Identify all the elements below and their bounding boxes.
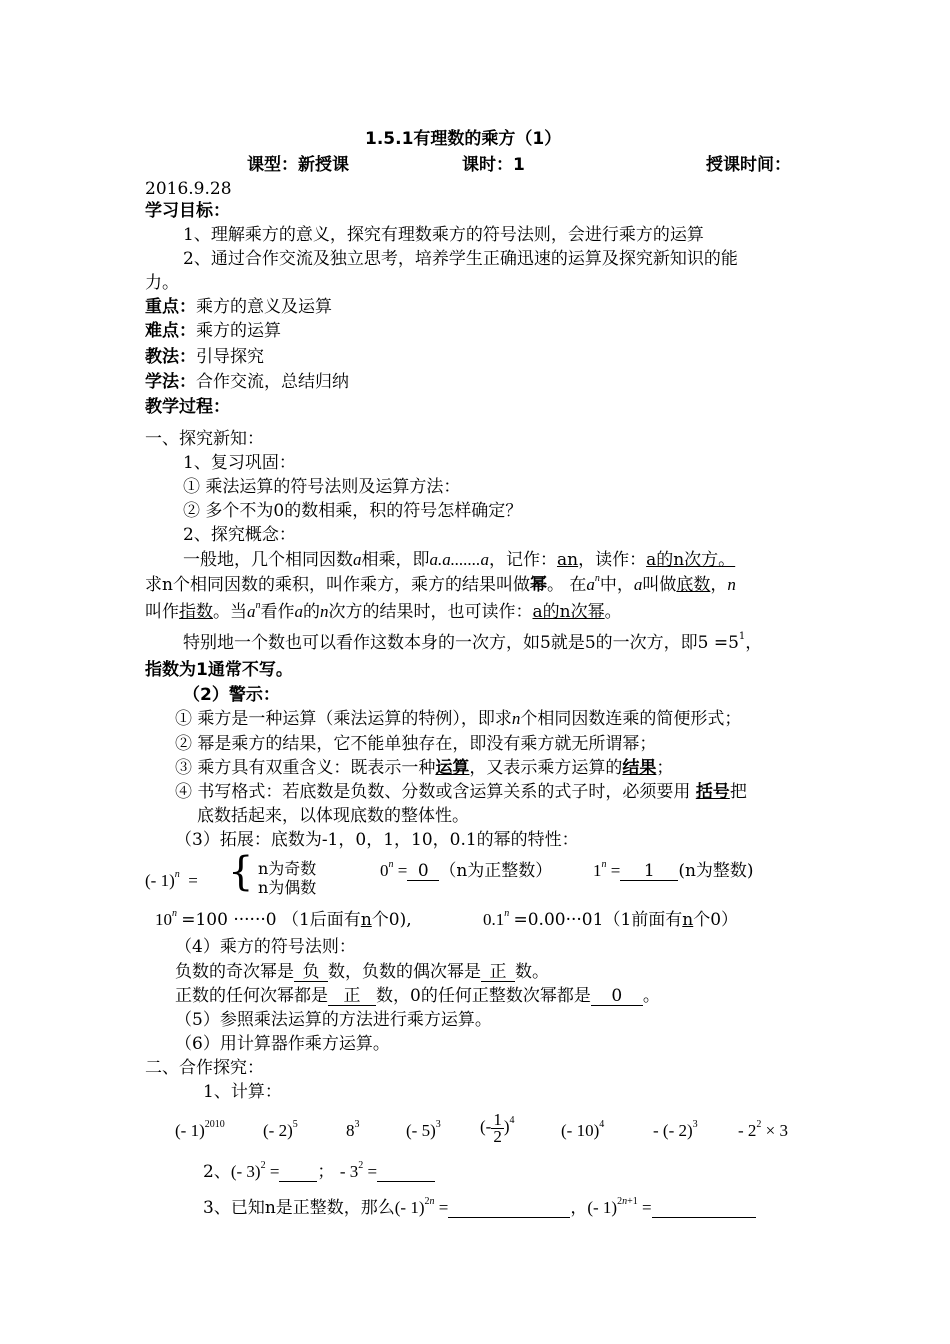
brace-icon: { (228, 849, 254, 895)
period: 课时：1 (462, 155, 525, 175)
review-q2: ② 多个不为0的数相乘，积的符号怎样确定？ (183, 501, 523, 521)
objective-2: 2、通过合作交流及独立思考，培养学生正确迅速的运算及探究新知识的能 (183, 249, 738, 269)
one-power: $1^n = 1$ (n为整数) (593, 859, 754, 881)
case-even: n为偶数 (258, 878, 317, 897)
expr-5: (- $\frac{1}{2}$ )$^4$ (480, 1109, 515, 1146)
ten-power: 10$^n$ =100 ······0 （1后面有n个0), (155, 908, 412, 930)
case-odd: n为奇数 (258, 859, 317, 878)
step-5: （5）参照乘法运算的方法进行乘方运算。 (175, 1010, 492, 1030)
course-type: 课型：新授课 (247, 155, 349, 175)
calc-heading: 1、计算： (203, 1082, 282, 1102)
time-label: 授课时间： (706, 155, 791, 175)
warning-heading: （2）警示： (183, 685, 280, 705)
expr-3: $8^3$ (346, 1119, 360, 1140)
special-note: 特别地一个数也可以看作这数本身的一次方，如5就是5的一次方，即$5 =5^1$， (183, 631, 763, 653)
concept-heading: 2、探究概念： (183, 525, 296, 545)
expr-4: (- 5)$^3$ (406, 1119, 441, 1140)
warning-4: ④ 书写格式：若底数是负数、分数或含运算关系的式子时，必须要用 括号把 (175, 782, 747, 802)
tenth-power: 0.1$^n$ =0.00···01（1前面有n个0） (483, 908, 739, 930)
special-note-bold: 指数为1通常不写。 (145, 660, 293, 680)
part2-heading: 二、合作探究： (145, 1058, 264, 1078)
review-heading: 1、复习巩固： (183, 453, 296, 473)
neg-one-power: (- 1)$^n$ = (145, 869, 198, 890)
expr-7: - (- 2)$^3$ (653, 1119, 698, 1140)
question-2: 2、(- 3)$^2$ = ； - $3^2$ = (203, 1161, 435, 1183)
review-q1: ① 乘法运算的符号法则及运算方法： (183, 477, 461, 497)
zero-power: $0^n = 0$ （n为正整数） (380, 859, 553, 881)
objectives-heading: 学习目标： (145, 201, 230, 221)
warning-2: ② 幂是乘方的结果，它不能单独存在，即没有乘方就无所谓幂； (175, 734, 657, 754)
step-6: （6）用计算器作乘方运算。 (175, 1034, 390, 1054)
date: 2016.9.28 (145, 179, 232, 199)
difficult-point: 难点：乘方的运算 (145, 321, 281, 341)
question-3: 3、已知n是正整数，那么(- 1)$^{2n}$ = ，(- 1)$^{2n+1}$ = (203, 1197, 756, 1219)
learning-method: 学法：合作交流，总结归纳 (145, 372, 349, 392)
warning-1: ① 乘方是一种运算（乘法运算的特例），即求n个相同因数连乘的简便形式； (175, 709, 742, 729)
concept-line-3: 叫作指数。当$a^n$看作a的n次方的结果时，也可读作：a的n次幂。 (145, 600, 622, 622)
extension-heading: （3）拓展：底数为-1，0，1，10，0.1的幂的特性： (175, 830, 579, 850)
sign-rule-heading: （4）乘方的符号法则： (175, 937, 356, 957)
warning-3: ③ 乘方具有双重含义：既表示一种运算，又表示乘方运算的结果； (175, 758, 674, 778)
warning-4-cont: 底数括起来，以体现底数的整体性。 (197, 806, 469, 826)
sign-rule-2: 正数的任何次幂都是 正 数，0的任何正整数次幂都是 0 。 (175, 986, 660, 1006)
teaching-method: 教法：引导探究 (145, 347, 264, 367)
expr-2: (- 2)$^5$ (263, 1119, 298, 1140)
concept-line-2: 求n个相同因数的乘积，叫作乘方，乘方的结果叫做幂。 在$a^n$中，a叫做底数，n (145, 573, 736, 595)
key-point: 重点：乘方的意义及运算 (145, 297, 332, 317)
part1-heading: 一、探究新知： (145, 429, 264, 449)
expr-8: - $2^2 \times 3$ (738, 1119, 789, 1140)
concept-line-1: 一般地，几个相同因数a相乘，即a.a.......a，记作：an，读作：a的n次方。 (183, 550, 736, 570)
objective-2-cont: 力。 (145, 273, 179, 293)
expr-1: (- 1)$^{2010}$ (175, 1119, 225, 1140)
sign-rule-1: 负数的奇次幂是 负 数，负数的偶次幂是 正 数。 (175, 962, 549, 982)
process-heading: 教学过程： (145, 397, 230, 417)
expr-6: (- 10)$^4$ (561, 1119, 605, 1140)
page-title: 1.5.1有理数的乘方（1） (365, 129, 562, 149)
objective-1: 1、理解乘方的意义，探究有理数乘方的符号法则，会进行乘方的运算 (183, 225, 704, 245)
